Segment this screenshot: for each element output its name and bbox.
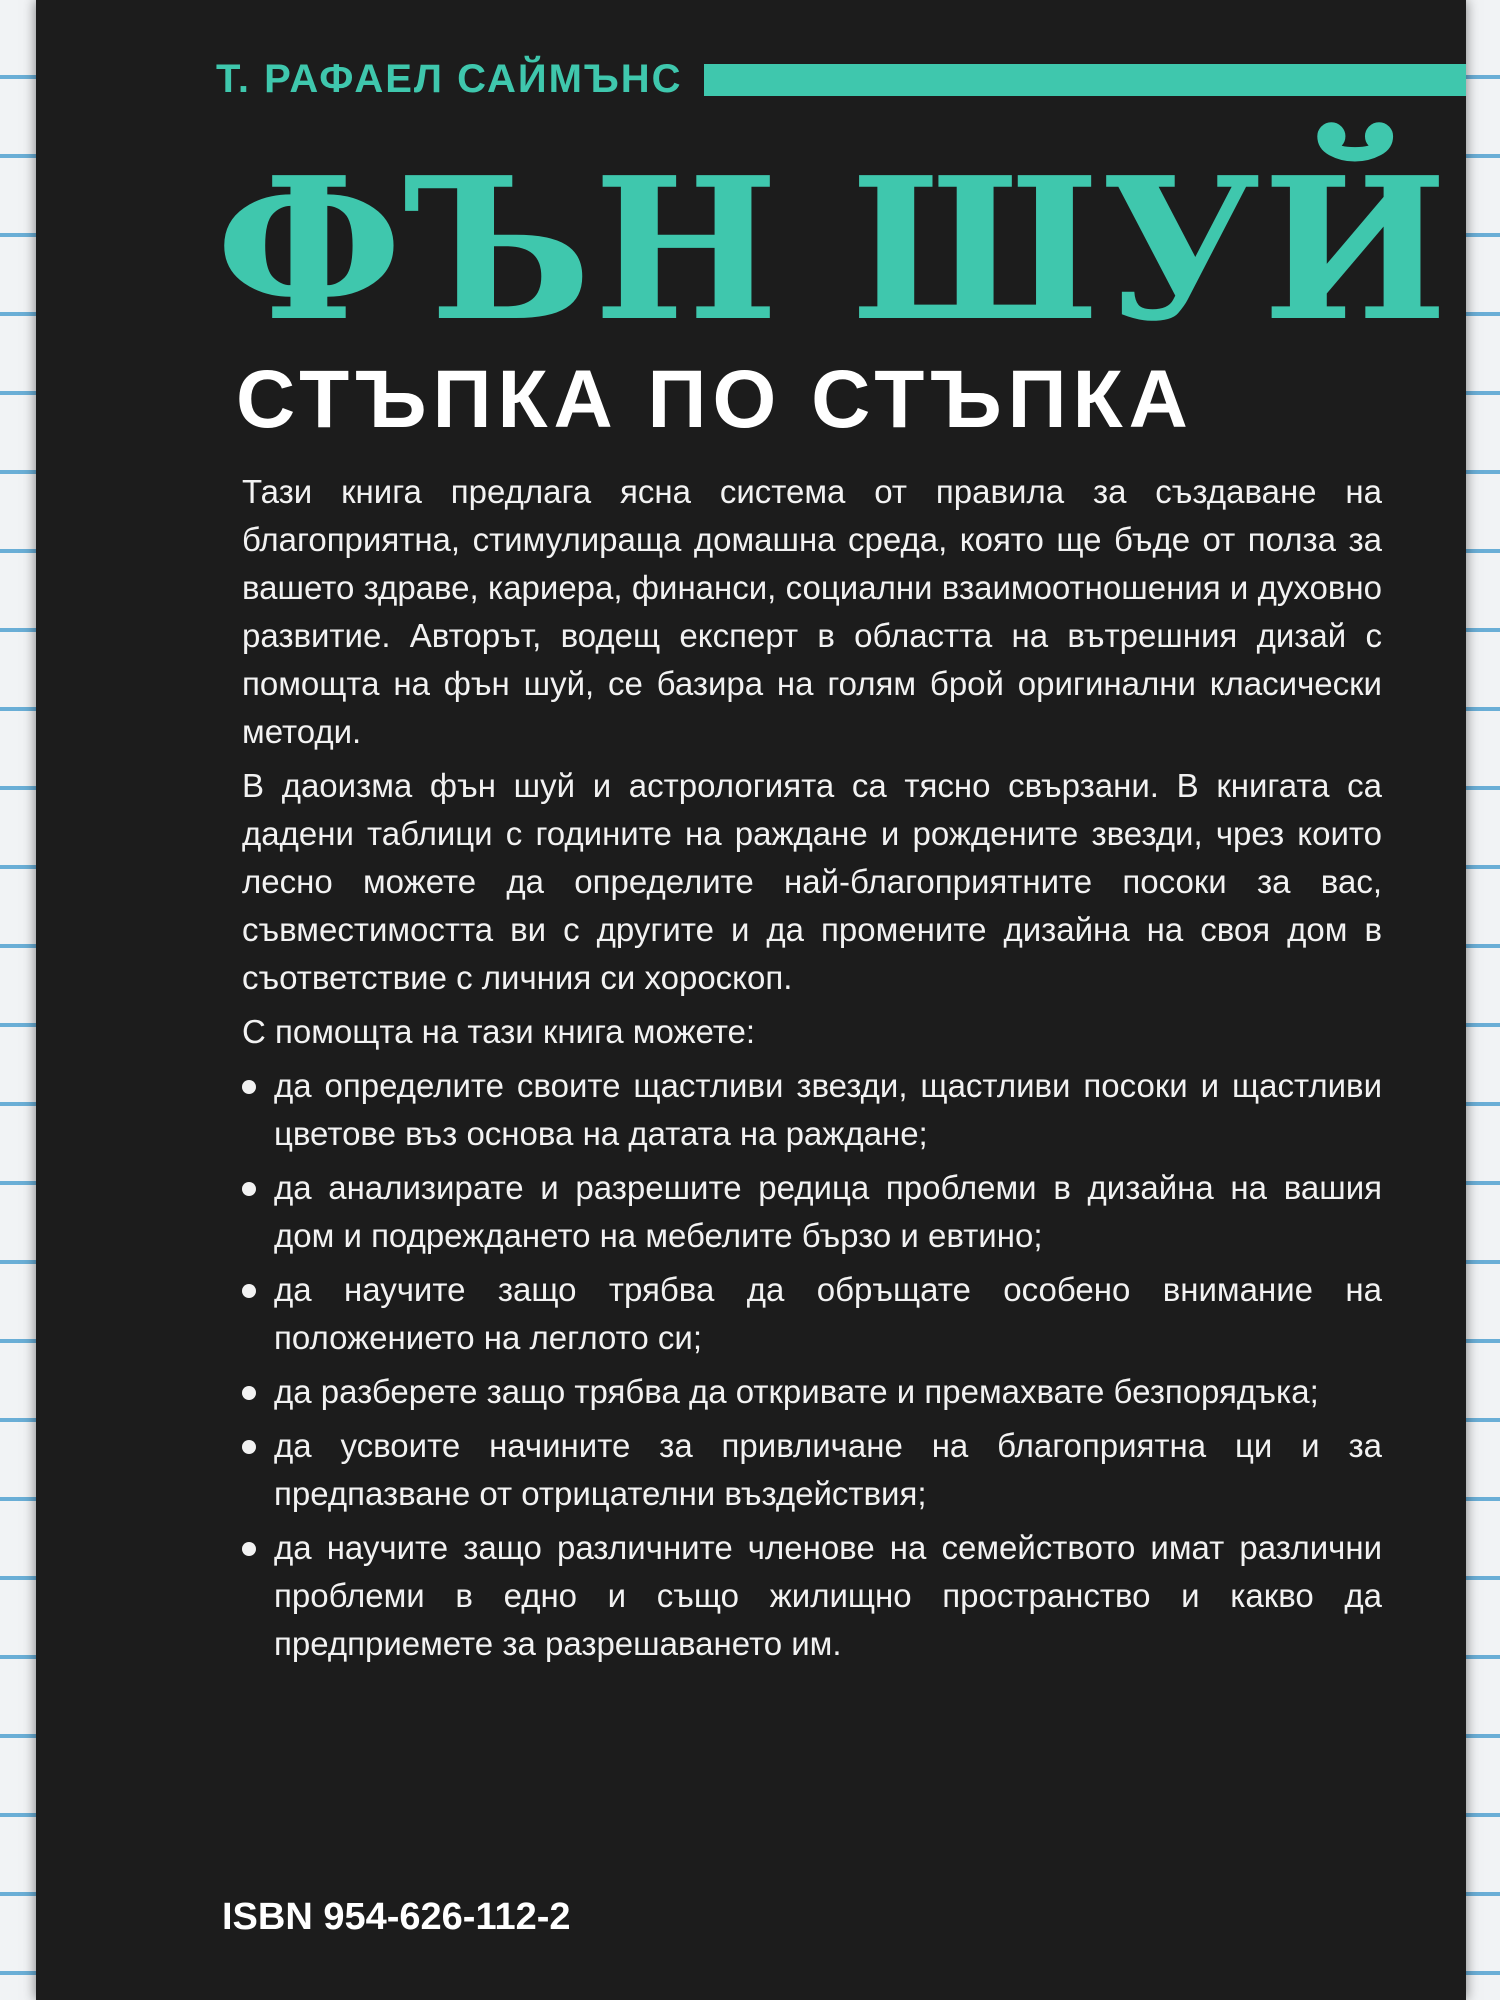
list-item-text: да разберете защо трябва да откривате и премахвате безпорядъка; — [274, 1373, 1319, 1410]
bullet-icon — [242, 1080, 256, 1094]
isbn: ISBN 954-626-112-2 — [222, 1896, 571, 1938]
author-name: Т. РАФАЕЛ САЙМЪНС — [216, 57, 683, 101]
list-item-text: да определите своите щастливи звезди, щастливи посоки и щастливи цветове въз основа на датата на раждане; — [274, 1067, 1382, 1152]
list-item — [242, 1524, 1382, 1668]
description — [242, 468, 1382, 1674]
list-item-text: да научите защо трябва да обръщате особено внимание на положението на леглото си; — [274, 1271, 1382, 1356]
bullet-icon — [242, 1440, 256, 1454]
author-row — [36, 54, 1466, 104]
list-item — [242, 1164, 1382, 1260]
list-item-text: да усвоите начините за привличане на благоприятна ци и за предпазване от отрицателни въздействия; — [274, 1427, 1382, 1512]
bullet-icon — [242, 1182, 256, 1196]
list-item — [242, 1062, 1382, 1158]
benefits-intro: С помощта на тази книга можете: — [242, 1013, 756, 1050]
list-item-text: да анализирате и разрешите редица проблеми в дизайна на вашия дом и подреждането на мебелите бързо и евтино; — [274, 1169, 1382, 1254]
description-paragraph: Тази книга предлага ясна система от правила за създаване на благоприятна, стимулираща домашна среда, която ще бъде от полза за вашето здраве, кариера, финанси, социални взаимоотношения и духовно развитие. Авторът, водещ експерт в областта на вътрешния дизай с помощта на фън шуй, се базира на голям брой оригинални класически методи. — [242, 473, 1382, 750]
bullet-icon — [242, 1542, 256, 1556]
list-item — [242, 1368, 1382, 1416]
list-item-text: да научите защо различните членове на семейството имат различни проблеми в едно и също жилищно пространство и какво да предприемете за разрешаването им. — [274, 1529, 1382, 1662]
benefits-list — [242, 1062, 1382, 1668]
list-item — [242, 1422, 1382, 1518]
author-accent-bar — [704, 64, 1466, 96]
book-title: ФЪН ШУЙ — [216, 135, 1450, 365]
bullet-icon — [242, 1284, 256, 1298]
list-item — [242, 1266, 1382, 1362]
notebook-paper-right — [1460, 0, 1500, 2000]
book-subtitle: СТЪПКА ПО СТЪПКА — [236, 354, 1194, 445]
bullet-icon — [242, 1386, 256, 1400]
book-back-cover — [36, 0, 1466, 2000]
description-paragraph: В даоизма фън шуй и астрологията са тясно свързани. В книгата са дадени таблици с годините на раждане и рождените звезди, чрез които лесно можете да определите най-благоприятните посоки за вас, съвместимостта ви с другите и да промените дизайна на своя дом в съответствие с личния си хороскоп. — [242, 767, 1382, 996]
